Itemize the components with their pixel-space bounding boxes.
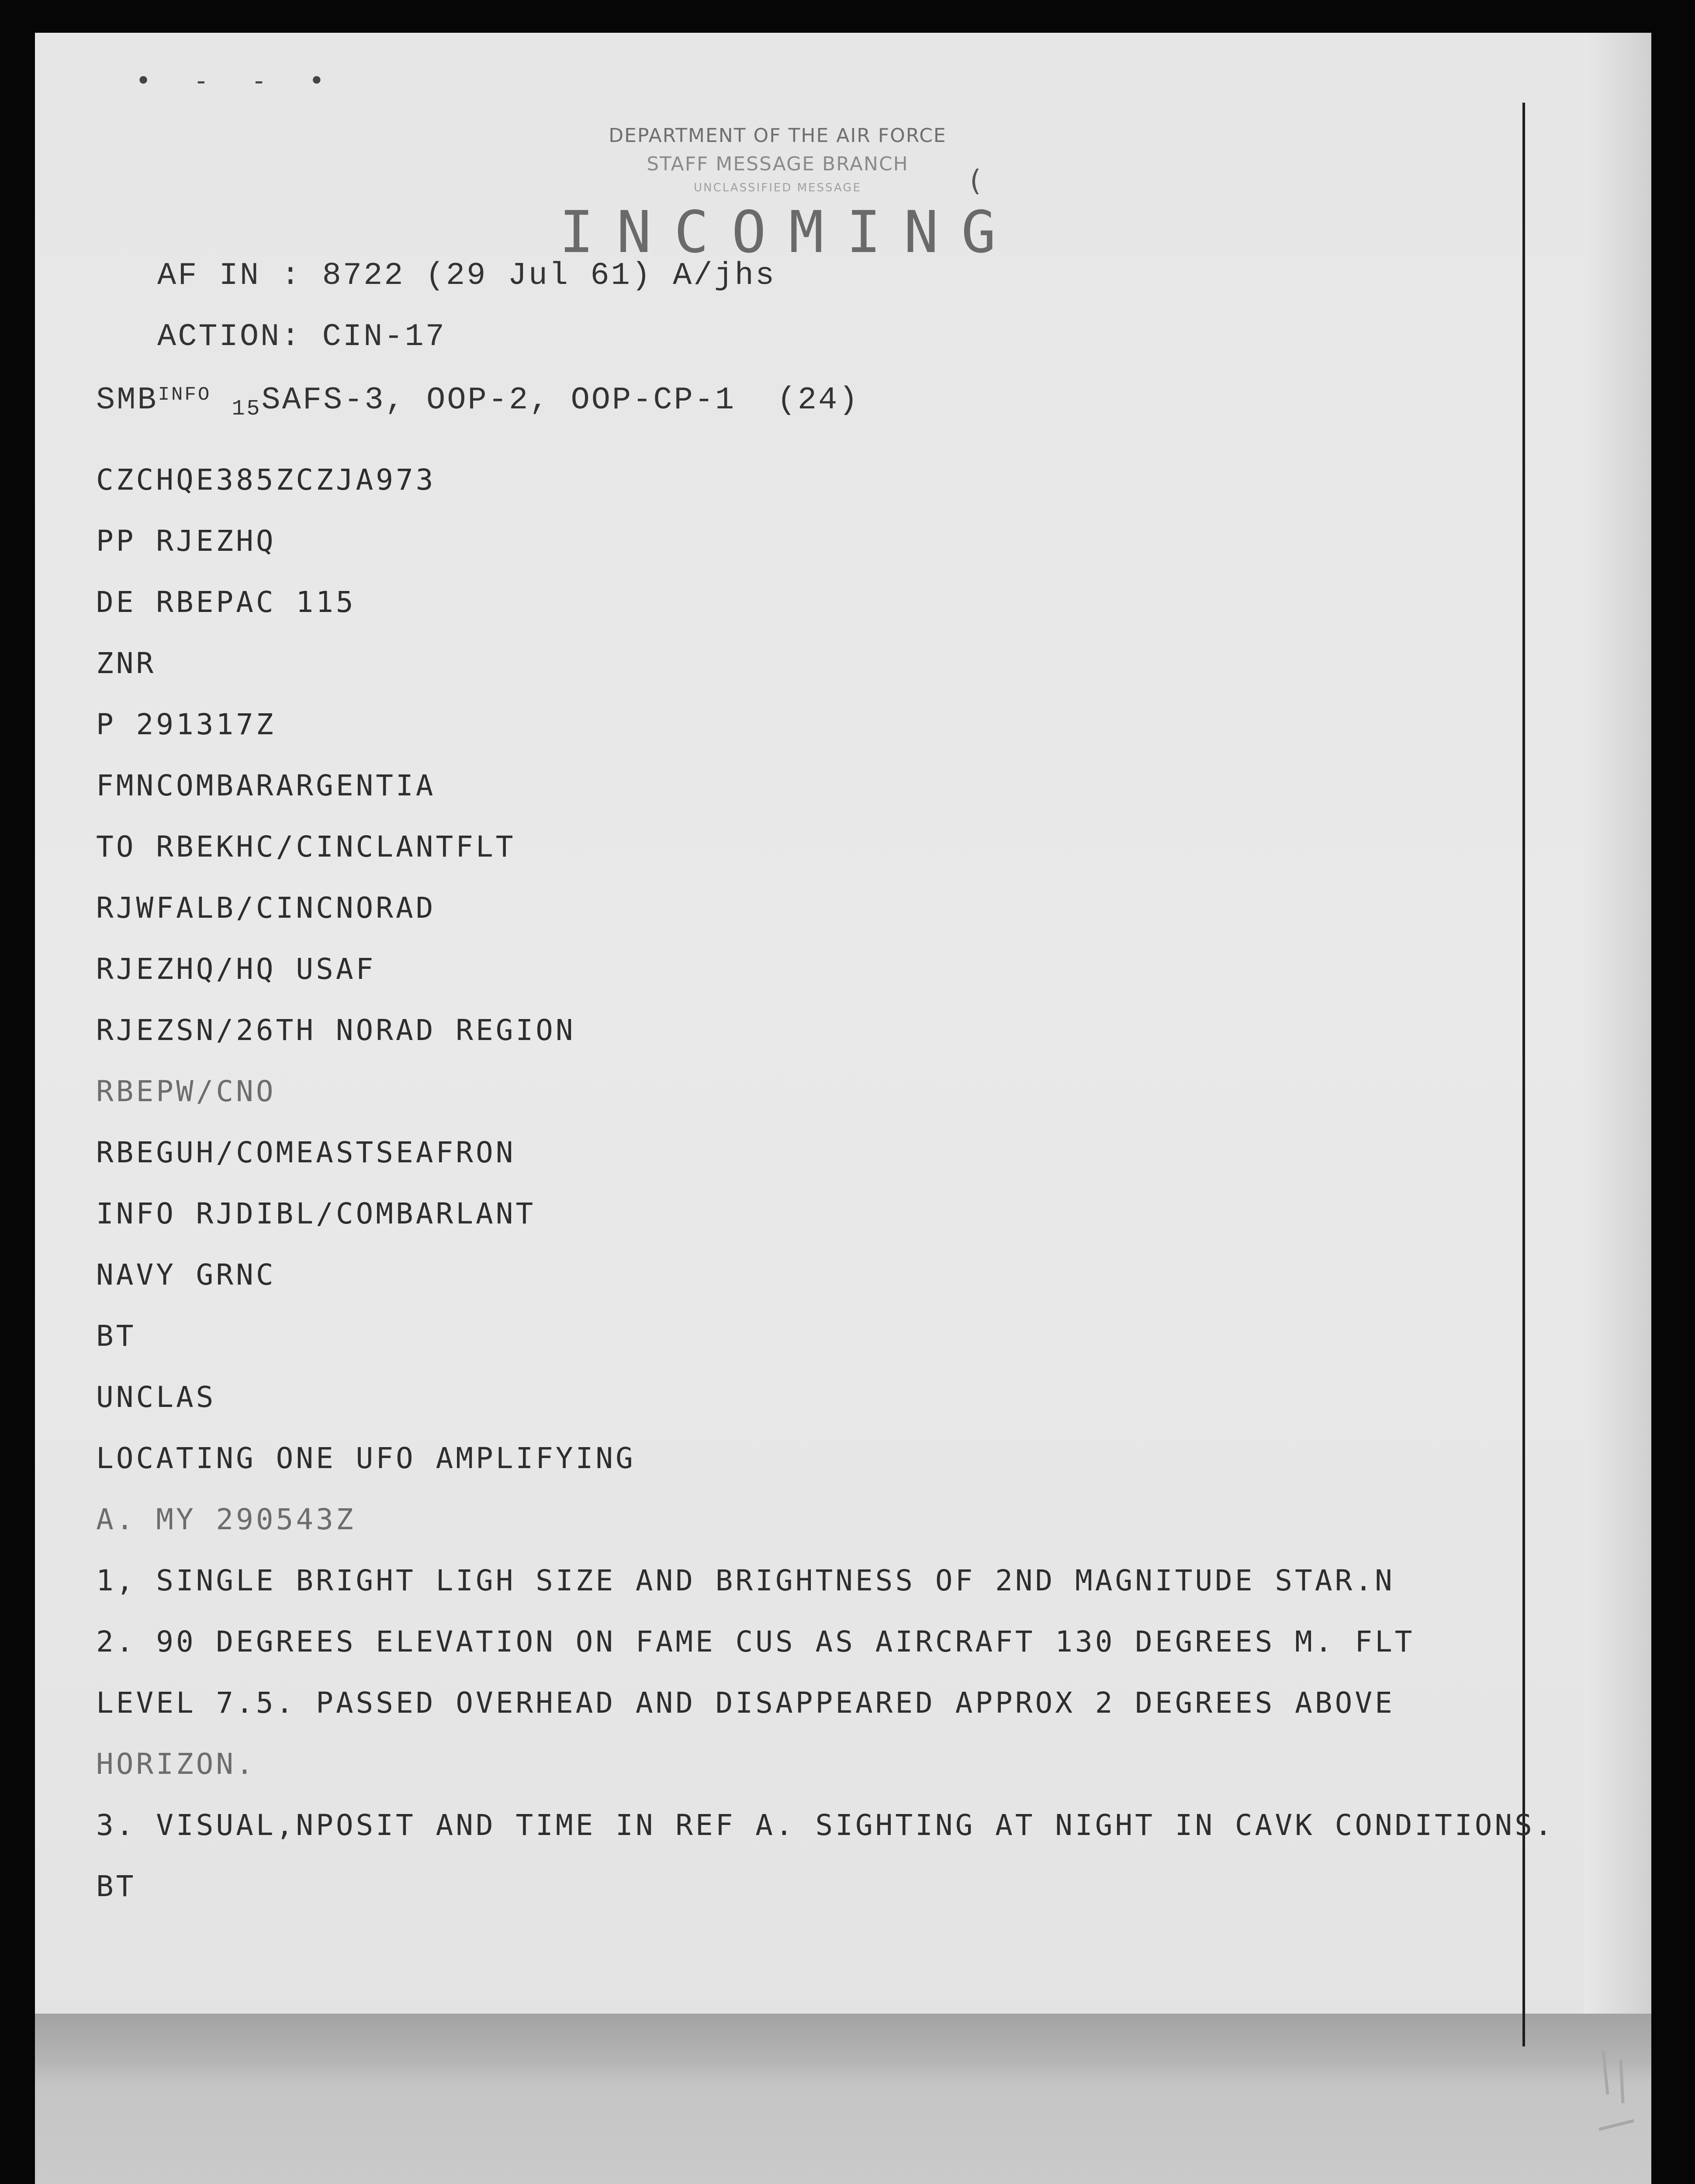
message-line: RJEZHQ/HQ USAF — [96, 952, 376, 986]
message-line: CZCHQE385ZCZJA973 — [96, 463, 436, 497]
message-line: BT — [96, 1319, 136, 1353]
page-edge-shadow — [1584, 33, 1651, 2025]
message-line: RJWFALB/CINCNORAD — [96, 891, 436, 925]
action-line: ACTION: CIN-17 — [157, 319, 446, 355]
info-superscript: INFO — [158, 384, 211, 406]
message-line: P 291317Z — [96, 708, 276, 741]
branch-heading: STAFF MESSAGE BRANCH — [647, 153, 909, 175]
message-line: 1, SINGLE BRIGHT LIGH SIZE AND BRIGHTNESS OF 2ND MAGNITUDE STAR.N — [96, 1564, 1395, 1597]
right-margin-rule — [1522, 103, 1525, 2046]
info-line — [96, 382, 860, 422]
message-line: TO RBEKHC/CINCLANTFLT — [96, 830, 516, 864]
message-line: BT — [96, 1870, 136, 1903]
message-line: PP RJEZHQ — [96, 524, 276, 558]
message-line: RJEZSN/26TH NORAD REGION — [96, 1013, 576, 1047]
message-line: RBEPW/CNO — [96, 1075, 276, 1108]
message-line: ZNR — [96, 646, 156, 680]
message-line: LEVEL 7.5. PASSED OVERHEAD AND DISAPPEARED APPROX 2 DEGREES ABOVE — [96, 1686, 1395, 1720]
message-line: NAVY GRNC — [96, 1258, 276, 1292]
margin-paren-mark: ( — [970, 164, 981, 197]
message-line: FMNCOMBARARGENTIA — [96, 769, 436, 802]
message-line: UNCLAS — [96, 1380, 216, 1414]
incoming-title: INCOMING — [559, 199, 1019, 266]
info-rest: SAFS-3, OOP-2, OOP-CP-1 (24) — [261, 382, 860, 418]
af-in-line: AF IN : 8722 (29 Jul 61) A/jhs — [157, 258, 776, 294]
message-line: HORIZON. — [96, 1747, 256, 1781]
scan-shadow-band — [35, 2014, 1651, 2084]
message-line: 2. 90 DEGREES ELEVATION ON FAME CUS AS AIRCRAFT 130 DEGREES M. FLT — [96, 1625, 1415, 1659]
corner-marks: • - - • — [135, 66, 338, 96]
classification-stamp: UNCLASSIFIED MESSAGE — [694, 181, 861, 194]
info-prefix: SMB — [96, 382, 158, 418]
info-subscript: 15 — [232, 397, 262, 422]
message-line: A. MY 290543Z — [96, 1503, 356, 1536]
message-line: DE RBEPAC 115 — [96, 585, 356, 619]
message-line: LOCATING ONE UFO AMPLIFYING — [96, 1441, 636, 1475]
message-line: RBEGUH/COMEASTSEAFRON — [96, 1136, 516, 1169]
message-line: 3. VISUAL,NPOSIT AND TIME IN REF A. SIGHTING AT NIGHT IN CAVK CONDITIONS. — [96, 1808, 1555, 1842]
document-page — [35, 33, 1651, 2184]
edge-scribble-mark — [1590, 2042, 1647, 2156]
department-heading: DEPARTMENT OF THE AIR FORCE — [609, 124, 947, 147]
message-line: INFO RJDIBL/COMBARLANT — [96, 1197, 536, 1230]
